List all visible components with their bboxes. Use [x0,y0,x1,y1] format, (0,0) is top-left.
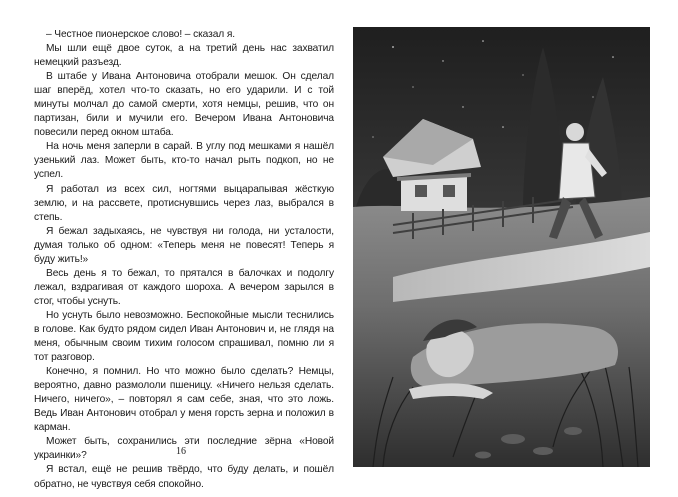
paragraph: Но уснуть было невозможно. Беспокойные мысли теснились в голове. Как будто рядом сидел Иван Антонович и, не глядя на меня, обычным своим тихим голосом спрашивал, помню ли я тот разговор. [34,309,334,364]
text-column [34,28,334,492]
illustration [353,27,650,467]
paragraph: Весь день я то бежал, то прятался в балочках и подолгу лежал, вздрагивая от каждого шороха. А вечером зарылся в стог, чтобы уснуть. [34,267,334,307]
paragraph: Я встал, ещё не решив твёрдо, что буду делать, и пошёл обратно, не чувствуя себя спокойно. [34,464,334,490]
paragraph: На ночь меня заперли в сарай. В углу под мешками я нашёл узенький лаз. Может быть, кто-то начал рыть подкоп, но не успел. [34,141,334,181]
paragraph: Я работал из всех сил, ногтями выцарапывая жёсткую землю, и на рассвете, протиснувшись через лаз, выбрался в степь. [34,183,334,223]
paragraph: – Честное пионерское слово! – сказал я. [46,29,235,40]
paragraph: Конечно, я помнил. Но что можно было сделать? Немцы, вероятно, давно размололи пшеницу. «Ничего нельзя сделать. Ничего, ничего», – повторял я сам себе, зная, что это ложь. Ведь Иван Антонович отобрал у меня горсть зерна и положил в карман. [34,366,334,434]
paragraph: В штабе у Ивана Антоновича отобрали мешок. Он сделал шаг вперёд, хотел что-то сказать, но его ударили. И с той минуты молчал до самой смерти, хотя немцы, решив, что он партизан, били и мучили его. Вечером Ивана Антоновича повесили перед окном штаба. [34,71,334,139]
illustration-drawing [353,27,650,467]
paragraph: Может быть, сохранились эти последние зёрна «Новой украинки»? [34,436,334,462]
page-number: 16 [176,446,186,457]
paragraph: Мы шли ещё двое суток, а на третий день нас захватил немецкий разъезд. [34,43,334,69]
paragraph: Я бежал задыхаясь, не чувствуя ни голода, ни усталости, думая только об одном: «Теперь меня не повесят! Теперь я буду жить!» [34,225,334,265]
